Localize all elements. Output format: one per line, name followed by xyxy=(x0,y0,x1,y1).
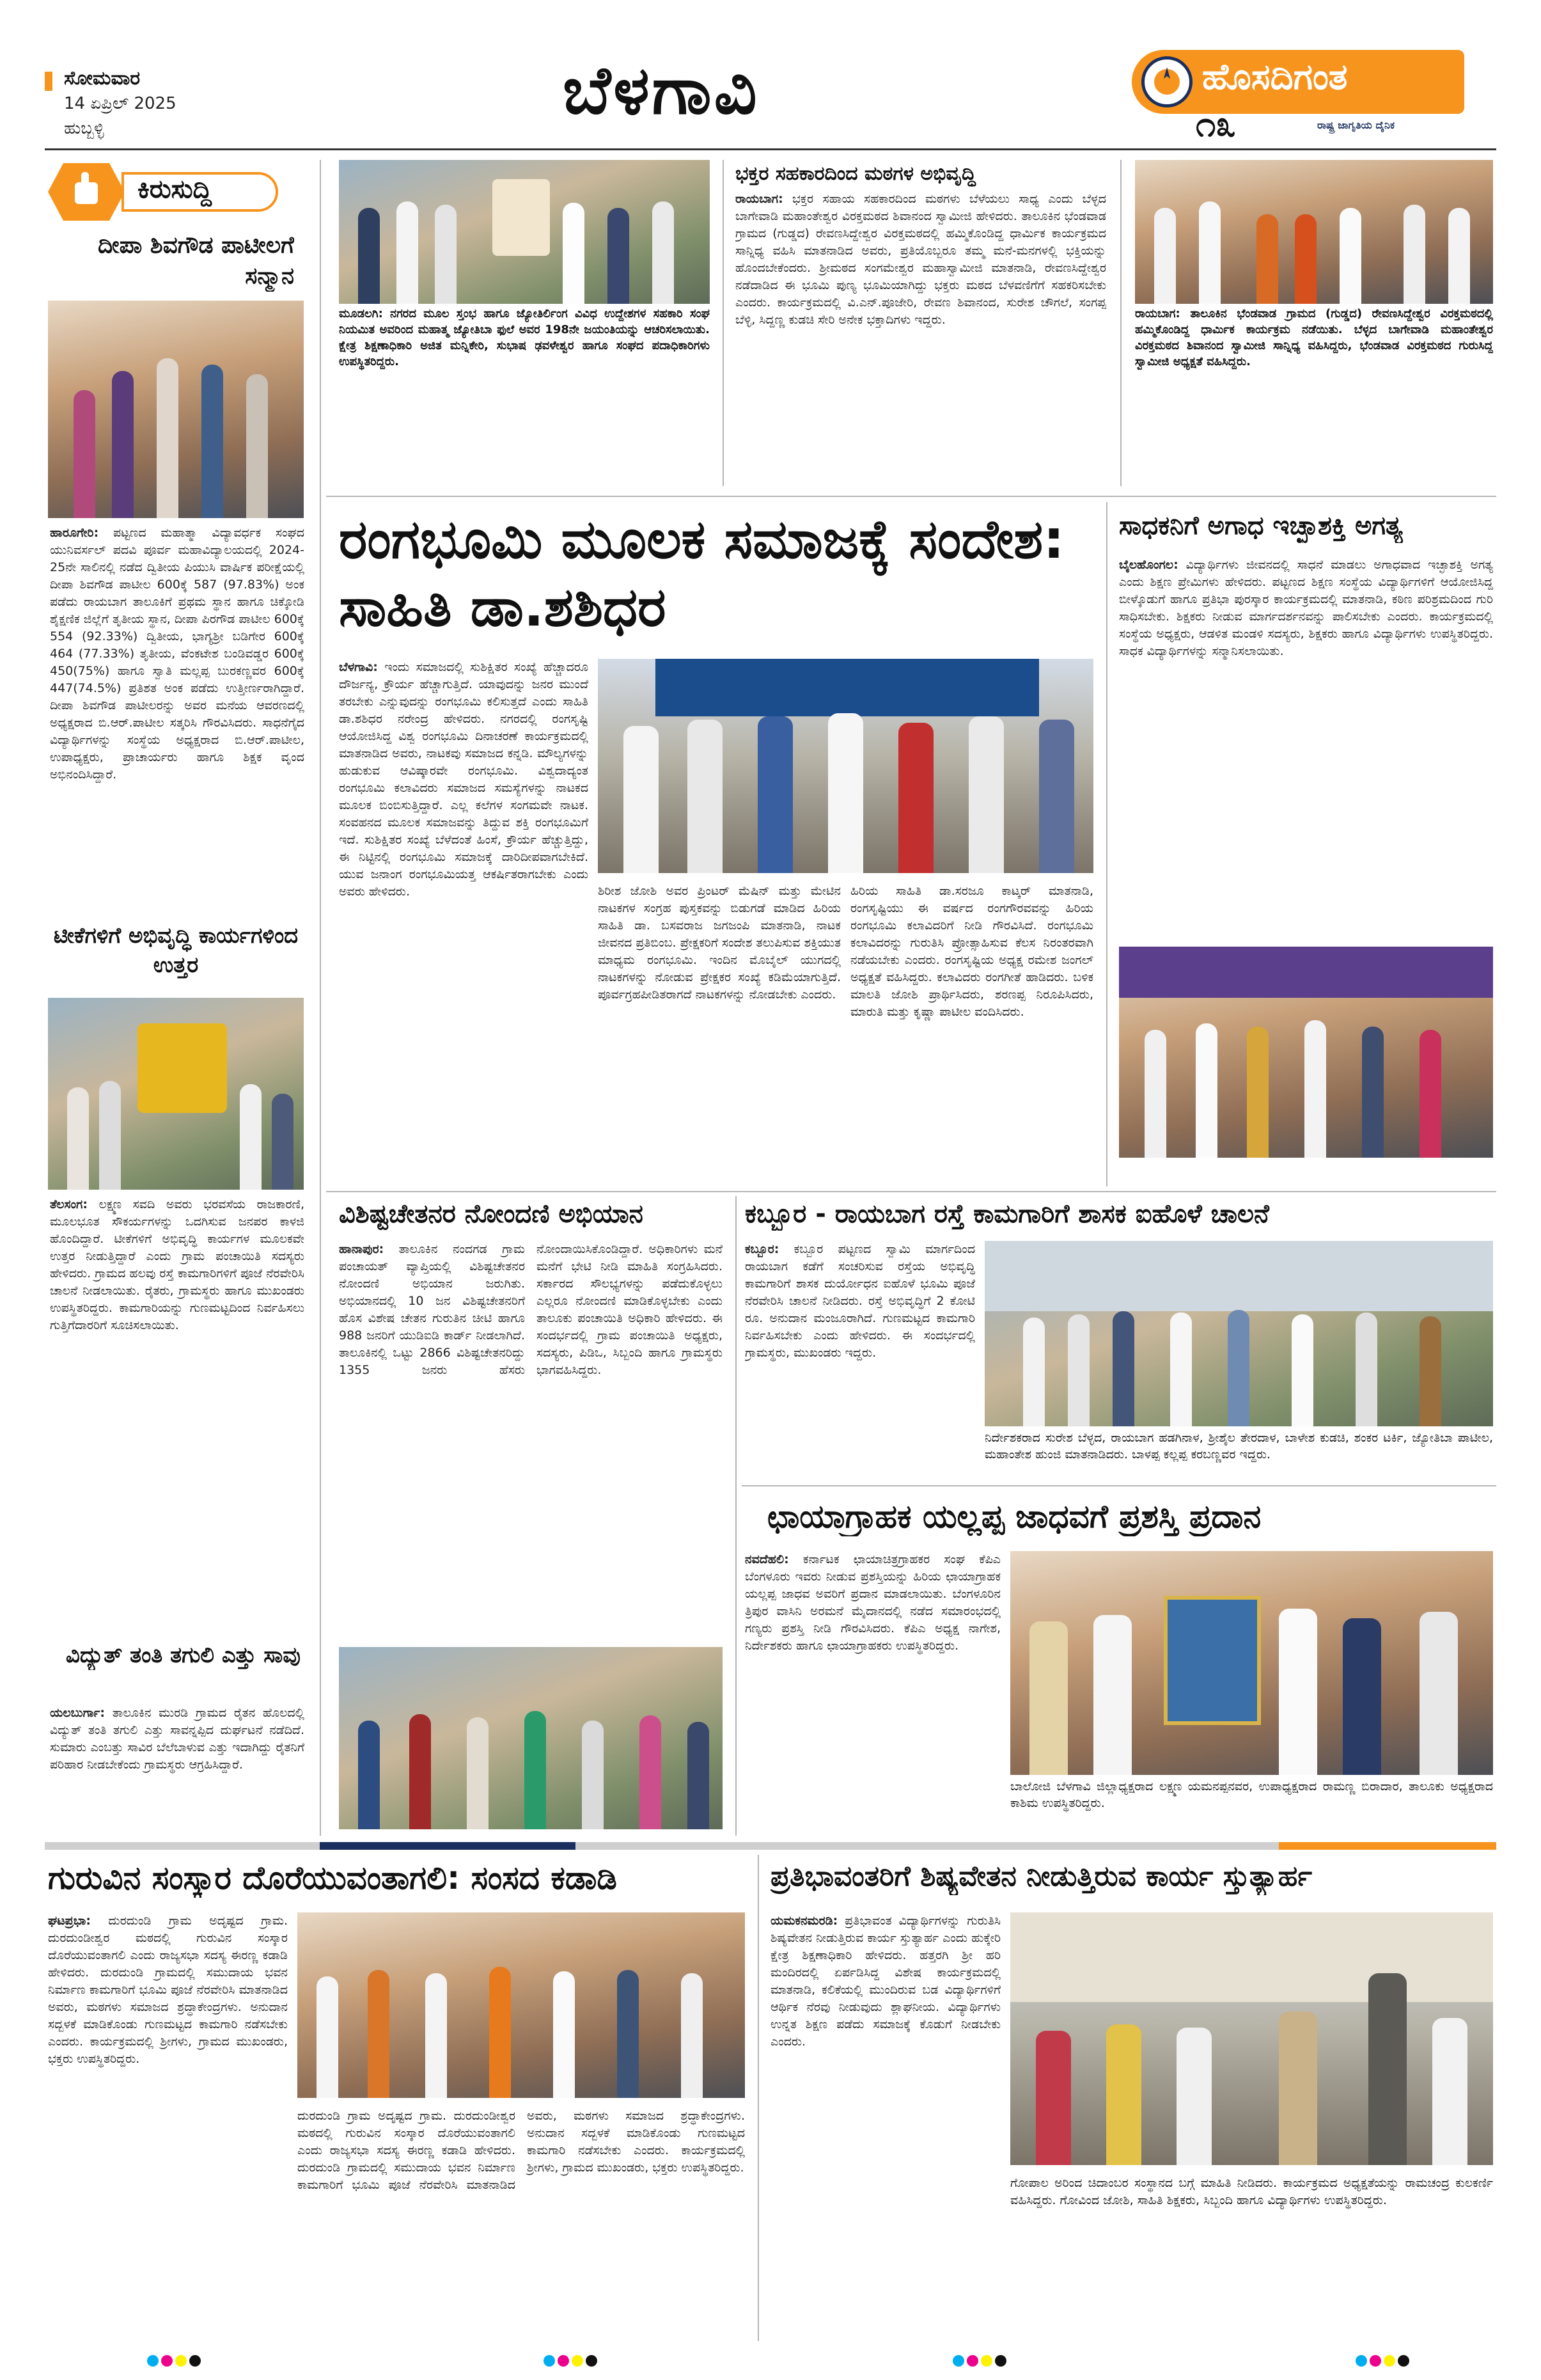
kiru-suddi-label: ಕಿರುಸುದ್ದಿ xyxy=(137,175,212,204)
sidebar-story2-photo xyxy=(48,998,304,1190)
issue-city: ಹುಬ್ಬಳ್ಳಿ xyxy=(64,119,104,138)
road-body xyxy=(745,1241,975,1478)
registration-marks xyxy=(1356,2355,1412,2369)
orange-corner-bar xyxy=(45,72,52,91)
registration-marks xyxy=(147,2355,203,2369)
brand-tagline: ರಾಷ್ಟ್ರ ಜಾಗೃತಿಯ ದೈನಿಕ xyxy=(1317,119,1395,131)
road-caption: ನಿರ್ದೇಶಕರಾದ ಸುರೇಶ ಬೆಳ್ಳದ, ರಾಯಬಾಗ ಹಡಗಿನಾಳ, ಶ್ರೀಶೈಲ ತೇರದಾಳ, ಬಾಳೇಶ ಕುಡಚಿ, ಶಂಕರ ಟರ್ಕಿ, ಜ್ಯೋತಿಬಾ ಪಾಟೀಲ, ಮಹಾಂತೇಶ ಹುಂಜಿ ಮಾತನಾಡಿದರು. ಬಾಳಪ್ಪ ಕಲ್ಲಪ್ಪ ಕರಬಣ್ಣವರ ಇದ್ದರು. xyxy=(985,1431,1493,1462)
right1-text: ವಿದ್ಯಾರ್ಥಿಗಳು ಜೀವನದಲ್ಲಿ ಸಾಧನೆ ಮಾಡಲು ಅಗಾಧವಾದ ಇಚ್ಛಾಶಕ್ತಿ ಅಗತ್ಯ ಎಂದು ಶಿಕ್ಷಣ ಪ್ರೇಮಿಗಳು ಹೇಳಿದರು. ಪಟ್ಟಣದ ಶಿಕ್ಷಣ ಸಂಸ್ಥೆಯ ವಿದ್ಯಾರ್ಥಿಗಳಿಗೆ ಆಯೋಜಿಸಿದ್ದ ಬೀಳ್ಕೊಡುಗೆ ಹಾಗೂ ಪ್ರತಿಭಾ ಪುರಸ್ಕಾರ ಕಾರ್ಯಕ್ರಮದಲ್ಲಿ ಮಾತನಾಡಿ, ಕಠಿಣ ಪರಿಶ್ರಮದಿಂದ ಗುರಿ ಸಾಧಿಸಬೇಕು. ಶಿಕ್ಷಕರು ನೀಡುವ ಮಾರ್ಗದರ್ಶನವನ್ನು ಪಾಲಿಸಬೇಕು ಎಂದರು. ಕಾರ್ಯಕ್ರಮದಲ್ಲಿ ಸಂಸ್ಥೆಯ ಅಧ್ಯಕ್ಷರು, ಆಡಳಿತ ಮಂಡಳಿ ಸದಸ್ಯರು, ಶಿಕ್ಷಕರು ಹಾಗೂ ವಿದ್ಯಾರ್ಥಿಗಳು ಉಪಸ್ಥಿತರಿದ್ದರು. ಸಾಧಕ ವಿದ್ಯಾರ್ಥಿಗಳನ್ನು ಸನ್ಮಾನಿಸಲಾಯಿತು. xyxy=(1119,558,1493,658)
issue-date: 14 ಏಪ್ರಿಲ್ 2025 xyxy=(64,94,176,113)
masthead xyxy=(0,0,1541,154)
photographer-award-title: ಛಾಯಾಗ್ರಾಹಕ ಯಲ್ಲಪ್ಪ ಜಾಧವಗೆ ಪ್ರಶಸ್ತಿ ಪ್ರದಾನ xyxy=(767,1498,1262,1535)
right1-location: ಬೈಲಹೊಂಗಲ: xyxy=(1119,558,1178,572)
lead-text-1: ಇಂದು ಸಮಾಜದಲ್ಲಿ ಸುಶಿಕ್ಷಿತರ ಸಂಖ್ಯೆ ಹೆಚ್ಚಾದರೂ ದೌರ್ಜನ್ಯ, ಕ್ರೌರ್ಯ ಹೆಚ್ಚಾಗುತ್ತಿದೆ. ಯಾವುದನ್ನು ಜನರ ಮುಂದೆ ತರಬೇಕು ಎನ್ನುವುದನ್ನು ರಂಗಭೂಮಿ ಕಲಿಸುತ್ತದೆ ಎಂದು ಸಾಹಿತಿ ಡಾ.ಶಶಿಧರ ನರೇಂದ್ರ ಹೇಳಿದರು. ನಗರದಲ್ಲಿ ರಂಗಸೃಷ್ಟಿ ಆಯೋಜಿಸಿದ್ದ ವಿಶ್ವ ರಂಗಭೂಮಿ ದಿನಾಚರಣೆ ಕಾರ್ಯಕ್ರಮದಲ್ಲಿ ಮಾತನಾಡಿದ ಅವರು, ನಾಟಕವು ಸಮಾಜದ ಕನ್ನಡಿ. ಮೌಲ್ಯಗಳನ್ನು ಹುಡುಕುವ ಆವಿಷ್ಕಾರವೇ ರಂಗಭೂಮಿ. ವಿಶ್ವದಾದ್ಯಂತ ರಂಗಭೂಮಿ ಕಲಾವಿದರು ಸಮಾಜದ ಸಮಸ್ಯೆಗಳನ್ನು ನಾಟಕದ ಮೂಲಕ ಬಿಂಬಿಸುತ್ತಿದ್ದಾರೆ. ಎಲ್ಲ ಕಲೆಗಳ ಸಂಗಮವೇ ನಾಟಕ. ಸಂವಹನದ ಮೂಲಕ ಸಮಾಜವನ್ನು ತಿದ್ದುವ ಶಕ್ತಿ ರಂಗಭೂಮಿಗೆ ಇದೆ. ಸುಶಿಕ್ಷಿತರ ಸಂಖ್ಯೆ ಬೆಳೆದಂತೆ ಹಿಂಸೆ, ಕ್ರೌರ್ಯ ಹೆಚ್ಚುತ್ತಿದ್ದು, ಈ ನಿಟ್ಟಿನಲ್ಲಿ ರಂಗಭೂಮಿ ಸಮಾಜಕ್ಕೆ ದಾರಿದೀಪವಾಗಬೇಕಿದೆ. ಯುವ ಜನಾಂಗ ರಂಗಭೂಮಿಯತ್ತ ಆಕರ್ಷಿತರಾಗಬೇಕು ಎಂದು ಅವರು ಹೇಳಿದರು. xyxy=(339,660,588,899)
sidebar-story3-body xyxy=(50,1705,304,1829)
right1-photo xyxy=(1119,947,1493,1158)
road-photo xyxy=(985,1241,1493,1426)
photographer-award-location: ನವದೆಹಲಿ: xyxy=(745,1552,789,1566)
photographer-award-body xyxy=(745,1551,1001,1836)
scholarship-text: ಪ್ರತಿಭಾವಂತ ವಿದ್ಯಾರ್ಥಿಗಳನ್ನು ಗುರುತಿಸಿ ಶಿಷ್ಯವೇತನ ನೀಡುತ್ತಿರುವ ಕಾರ್ಯ ಸ್ತುತ್ಯಾರ್ಹ ಎಂದು ಹುಕ್ಕೇರಿ ಕ್ಷೇತ್ರ ಶಿಕ್ಷಣಾಧಿಕಾರಿ ಹೇಳಿದರು. ಹತ್ತರಗಿ ಶ್ರೀ ಹರಿ ಮಂದಿರದಲ್ಲಿ ಏರ್ಪಡಿಸಿದ್ದ ವಿಶೇಷ ಕಾರ್ಯಕ್ರಮದಲ್ಲಿ ಮಾತನಾಡಿ, ಕಲಿಕೆಯಲ್ಲಿ ಮುಂದಿರುವ ಬಡ ವಿದ್ಯಾರ್ಥಿಗಳಿಗೆ ಆರ್ಥಿಕ ನೆರವು ನೀಡುವುದು ಶ್ಲಾಘನೀಯ. ವಿದ್ಯಾರ್ಥಿಗಳು ಉನ್ನತ ಶಿಕ್ಷಣ ಪಡೆದು ಸಮಾಜಕ್ಕೆ ಕೊಡುಗೆ ನೀಡಬೇಕು ಎಂದರು. xyxy=(770,1914,1001,2049)
photographer-award-text: ಕರ್ನಾಟಕ ಛಾಯಾಚಿತ್ರಗ್ರಾಹಕರ ಸಂಘ ಕೆಪಿಎ ಬೆಂಗಳೂರು ಇವರು ನೀಡುವ ಪ್ರಶಸ್ತಿಯನ್ನು ಹಿರಿಯ ಛಾಯಾಗ್ರಾಹಕ ಯಲ್ಲಪ್ಪ ಜಾಧವ ಅವರಿಗೆ ಪ್ರದಾನ ಮಾಡಲಾಯಿತು. ಬೆಂಗಳೂರಿನ ತ್ರಿಪುರ ವಾಸಿನಿ ಅರಮನೆ ಮೈದಾನದಲ್ಲಿ ನಡೆದ ಸಮಾರಂಭದಲ್ಲಿ ಗಣ್ಯರು ಪ್ರಶಸ್ತಿ ನೀಡಿ ಗೌರವಿಸಿದರು. ಕೆಪಿಎ ಅಧ್ಯಕ್ಷ ನಾಗೇಶ, ನಿರ್ದೇಶಕರು ಹಾಗೂ ಛಾಯಾಗ್ರಾಹಕರು ಉಪಸ್ಥಿತರಿದ್ದರು. xyxy=(745,1552,1001,1653)
sidebar-story1-photo xyxy=(48,301,304,518)
right1-title: ಸಾಧಕನಿಗೆ ಅಗಾಧ ಇಚ್ಛಾಶಕ್ತಿ ಅಗತ್ಯ xyxy=(1119,511,1403,540)
top-mid-title: ಭಕ್ತರ ಸಹಕಾರದಿಂದ ಮಠಗಳ ಅಭಿವೃದ್ಧಿ xyxy=(735,162,976,185)
lead-photo xyxy=(598,659,1093,873)
road-text: ಕಬ್ಬೂರ ಪಟ್ಟಣದ ಸ್ವಾಮಿ ಮಾರ್ಗದಿಂದ ರಾಯಬಾಗ ಕಡೆಗೆ ಸಂಚರಿಸುವ ರಸ್ತೆಯ ಅಭಿವೃದ್ಧಿ ಕಾಮಗಾರಿಗೆ ಶಾಸಕ ದುರ್ಯೋಧನ ಐಹೊಳೆ ಭೂಮಿ ಪೂಜೆ ನೆರವೇರಿಸಿ ಚಾಲನೆ ನೀಡಿದರು. ರಸ್ತೆ ಅಭಿವೃದ್ಧಿಗೆ 2 ಕೋಟಿ ರೂ. ಅನುದಾನ ಮಂಜೂರಾಗಿದೆ. ಗುಣಮಟ್ಟದ ಕಾಮಗಾರಿ ನಿರ್ವಹಿಸಬೇಕು ಎಂದು ಹೇಳಿದರು. ಈ ಸಂದರ್ಭದಲ್ಲಿ ಗ್ರಾಮಸ್ಥರು, ಮುಖಂಡರು ಇದ್ದರು. xyxy=(745,1242,975,1360)
section-title: ಬೆಳಗಾವಿ xyxy=(563,51,760,129)
photographer-award-caption: ಬಾಲೋಜಿ ಬೆಳಗಾವಿ ಜಿಲ್ಲಾಧ್ಯಕ್ಷರಾದ ಲಕ್ಷ್ಮಣ ಯಮನಪ್ಪನವರ, ಉಪಾಧ್ಯಕ್ಷರಾದ ರಾಮಣ್ಣ ಬಿರಾದಾರ, ತಾಲೂಕು ಅಧ್ಯಕ್ಷರಾದ ಕಾಶಿಮ ಉಪಸ್ಥಿತರಿದ್ದರು. xyxy=(1010,1779,1493,1810)
scholarship-location: ಯಮಕನಮರಡಿ: xyxy=(770,1914,838,1928)
registration-title: ವಿಶಿಷ್ಟಚೇತನರ ನೋಂದಣಿ ಅಭಿಯಾನ xyxy=(339,1199,643,1229)
lead-headline: ರಂಗಭೂಮಿ ಮೂಲಕ ಸಮಾಜಕ್ಕೆ ಸಂದೇಶ: ಸಾಹಿತಿ ಡಾ.ಶಶಿಧರ xyxy=(339,508,1065,638)
road-title: ಕಬ್ಬೂರ - ರಾಯಬಾಗ ರಸ್ತೆ ಕಾಮಗಾರಿಗೆ ಶಾಸಕ ಐಹೊಳೆ ಚಾಲನೆ xyxy=(745,1199,1269,1229)
lead-body-col2: ಶಿರೀಶ ಜೋಶಿ ಅವರ ಪ್ರಿಂಟರ್ ಮೆಷಿನ್ ಮತ್ತು ಮೇಟಿನ ನಾಟಕಗಳ ಸಂಗ್ರಹ ಪುಸ್ತಕವನ್ನು ಬಿಡುಗಡೆ ಮಾಡಿದ ಹಿರಿಯ ಸಾಹಿತಿ ಡಾ. ಬಸವರಾಜ ಜಗಜಂಪಿ ಮಾತನಾಡಿ, ನಾಟಕ ಜೀವನದ ಪ್ರತಿಬಿಂಬ. ಪ್ರೇಕ್ಷಕರಿಗೆ ಸಂದೇಶ ತಲುಪಿಸುವ ಶಕ್ತಿಯುತ ಮಾಧ್ಯಮ ರಂಗಭೂಮಿ. ಇಂದಿನ ಮೊಬೈಲ್ ಯುಗದಲ್ಲಿ ನಾಟಕಗಳನ್ನು ನೋಡುವ ಪ್ರೇಕ್ಷಕರ ಸಂಖ್ಯೆ ಕಡಿಮೆಯಾಗುತ್ತಿದೆ. ಪೂರ್ವಗ್ರಹಪೀಡಿತರಾಗದೆ ನಾಟಕಗಳನ್ನು ನೋಡಬೇಕು ಎಂದರು. xyxy=(598,884,841,1002)
column-divider xyxy=(1106,502,1107,1186)
hand-pointing-icon xyxy=(48,163,125,221)
column-divider xyxy=(320,160,321,1836)
top-left-photo xyxy=(339,160,710,304)
top-mid-text: ಭಕ್ತರ ಸಹಾಯ ಸಹಕಾರದಿಂದ ಮಠಗಳು ಬೆಳೆಯಲು ಸಾಧ್ಯ ಎಂದು ಬೆಳ್ಳದ ಬಾಗೇವಾಡಿ ಮಹಾಂತೇಶ್ವರ ವಿರಕ್ತಮಠದ ಶಿವಾನಂದ ಸ್ವಾಮೀಜಿ ಹೇಳಿದರು. ತಾಲೂಕಿನ ಭೆಂಡವಾಡ ಗ್ರಾಮದ (ಗುಡ್ಡದ) ರೇವಣಸಿದ್ದೇಶ್ವರ ವಿರಕ್ತಮಠದಲ್ಲಿ ಹಮ್ಮಿಕೊಂಡಿದ್ದ ಧಾರ್ಮಿಕ ಕಾರ್ಯಕ್ರಮದ ಸಾನ್ನಿಧ್ಯ ವಹಿಸಿ ಮಾತನಾಡಿದ ಅವರು, ಪ್ರತಿಯೊಬ್ಬರೂ ತಮ್ಮ ಮನೆ-ಮನಗಳಲ್ಲಿ ಭಕ್ತಿಯನ್ನು ಹೊಂದಬೇಕೆಂದರು. ಶ್ರೀಮಠದ ಸಂಗಮೇಶ್ವರ ಮಹಾಸ್ವಾಮೀಜಿ ಮಾತನಾಡಿ, ರೇವಣಸಿದ್ದೇಶ್ವರ ನಡೆದಾಡಿದ ಈ ಭೂಮಿ ಪುಣ್ಯ ಭೂಮಿಯಾಗಿದ್ದು ಭಕ್ತರು ಮಠದ ಬೆಳವಣಿಗೆಗೆ ಸಹಕರಿಸಬೇಕು ಎಂದರು. ಕಾರ್ಯಕ್ರಮದಲ್ಲಿ ವಿ.ಎನ್.ಪೂಜೇರಿ, ರೇವಣ ಶಿವಾನಂದ, ಸುರೇಶ ಚೌಗಲೆ, ಸಂಗಪ್ಪ ಬೆಳ್ಳಿ, ಸಿದ್ದಣ್ಣ ಕುಡಚಿ ಸೇರಿ ಅನೇಕ ಭಕ್ತಾದಿಗಳು ಇದ್ದರು. xyxy=(735,192,1106,327)
brand-name: ಹೊಸದಿಗಂತ xyxy=(1202,56,1348,98)
top-right-caption: ರಾಯಬಾಗ: ತಾಲೂಕಿನ ಭೆಂಡವಾಡ ಗ್ರಾಮದ (ಗುಡ್ಡದ) ರೇವಣಸಿದ್ದೇಶ್ವರ ವಿರಕ್ತಮಠದಲ್ಲಿ ಹಮ್ಮಿಕೊಂಡಿದ್ದ ಧಾರ್ಮಿಕ ಕಾರ್ಯಕ್ರಮ ನಡೆಯಿತು. ಬೆಳ್ಳದ ಬಾಗೇವಾಡಿ ಮಹಾಂತೇಶ್ವರ ವಿರಕ್ತಮಠದ ಶಿವಾನಂದ ಸ್ವಾಮೀಜಿ ಸಾನ್ನಿಧ್ಯ ವಹಿಸಿದ್ದರು, ಭೆಂಡವಾಡ ವಿರಕ್ತಮಠದ ಗುರುಸಿದ್ದ ಸ್ವಾಮೀಜಿ ಅಧ್ಯಕ್ಷತೆ ವಹಿಸಿದ್ದರು. xyxy=(1135,307,1493,368)
registration-body xyxy=(339,1241,723,1637)
guru-location: ಘಟಪ್ರಭಾ: xyxy=(48,1914,91,1928)
header-rule xyxy=(45,148,1496,150)
registration-marks xyxy=(544,2355,600,2369)
issue-day: ಸೋಮವಾರ xyxy=(64,67,141,90)
scholarship-caption: ಗೋಪಾಲ ಅರಿಂದ ಚಿದಾಂಬರ ಸಂಸ್ಥಾನದ ಬಗ್ಗೆ ಮಾಹಿತಿ ನೀಡಿದರು. ಕಾರ್ಯಕ್ರಮದ ಅಧ್ಯಕ್ಷತೆಯನ್ನು ರಾಮಚಂದ್ರ ಕುಲಕರ್ಣಿ ವಹಿಸಿದ್ದರು. ಗೋವಿಂದ ಜೋಶಿ, ಸಾಹಿತಿ ಶಿಕ್ಷಕರು, ಸಿಬ್ಬಂದಿ ಹಾಗೂ ವಿದ್ಯಾರ್ಥಿಗಳು ಉಪಸ್ಥಿತರಿದ್ದರು. xyxy=(1010,2176,1493,2207)
guru-body-continued xyxy=(297,2108,745,2335)
scholarship-title: ಪ್ರತಿಭಾವಂತರಿಗೆ ಶಿಷ್ಯವೇತನ ನೀಡುತ್ತಿರುವ ಕಾರ್ಯ ಸ್ತುತ್ಯಾರ್ಹ xyxy=(770,1860,1313,1893)
registration-text: ತಾಲೂಕಿನ ನಂದಗಡ ಗ್ರಾಮ ಪಂಚಾಯತ್ ವ್ಯಾಪ್ತಿಯಲ್ಲಿ ವಿಶಿಷ್ಟಚೇತನರ ನೋಂದಣಿ ಅಭಿಯಾನ ಜರುಗಿತು. ಅಭಿಯಾನದಲ್ಲಿ 10 ಜನ ವಿಶಿಷ್ಟಚೇತನರಿಗೆ ಹೊಸ ವಿಶೇಷ ಚೇತನ ಗುರುತಿನ ಚೀಟಿ ಹಾಗೂ 988 ಜನರಿಗೆ ಯುಡಿಐಡಿ ಕಾರ್ಡ್ ನೀಡಲಾಗಿದೆ. ತಾಲೂಕಿನಲ್ಲಿ ಒಟ್ಟು 2866 ವಿಶಿಷ್ಟಚೇತನರಿದ್ದು 1355 ಜನರು ಹೆಸರು ನೋಂದಾಯಿಸಿಕೊಂಡಿದ್ದಾರೆ. ಅಧಿಕಾರಿಗಳು ಮನೆ ಮನೆಗೆ ಭೇಟಿ ನೀಡಿ ಮಾಹಿತಿ ಸಂಗ್ರಹಿಸಿದರು. ಸರ್ಕಾರದ ಸೌಲಭ್ಯಗಳನ್ನು ಪಡೆದುಕೊಳ್ಳಲು ಎಲ್ಲರೂ ನೋಂದಣಿ ಮಾಡಿಕೊಳ್ಳಬೇಕು ಎಂದು ತಾಲೂಕು ಪಂಚಾಯಿತಿ ಅಧಿಕಾರಿ ಹೇಳಿದರು. ಈ ಸಂದರ್ಭದಲ್ಲಿ ಗ್ರಾಮ ಪಂಚಾಯಿತಿ ಅಧ್ಯಕ್ಷರು, ಸದಸ್ಯರು, ಪಿಡಿಒ, ಸಿಬ್ಬಂದಿ ಹಾಗೂ ಗ್ರಾಮಸ್ಥರು ಭಾಗವಹಿಸಿದ್ದರು. xyxy=(339,1242,723,1377)
page-number: ೧೩ xyxy=(1196,104,1236,145)
column-divider xyxy=(1120,160,1122,486)
row-divider xyxy=(326,1191,1496,1192)
guru-title: ಗುರುವಿನ ಸಂಸ್ಕಾರ ದೊರೆಯುವಂತಾಗಲಿ: ಸಂಸದ ಕಡಾಡಿ xyxy=(48,1859,617,1896)
sidebar-story2-title: ಟೀಕೆಗಳಿಗೆ ಅಭಿವೃದ್ಧಿ ಕಾರ್ಯಗಳಿಂದ ಉತ್ತರ xyxy=(53,923,299,978)
column-divider xyxy=(735,1196,737,1836)
kiru-suddi-badge xyxy=(48,163,278,221)
guru-text-continued: ದುರದುಂಡಿ ಗ್ರಾಮ ಅದೃಷ್ಟದ ಗ್ರಾಮ. ದುರದುಂಡೀಶ್ವರ ಮಠದಲ್ಲಿ ಗುರುವಿನ ಸಂಸ್ಕಾರ ದೊರೆಯುವಂತಾಗಲಿ ಎಂದು ರಾಜ್ಯಸಭಾ ಸದಸ್ಯ ಈರಣ್ಣ ಕಡಾಡಿ ಹೇಳಿದರು. ದುರದುಂಡಿ ಗ್ರಾಮದಲ್ಲಿ ಸಮುದಾಯ ಭವನ ನಿರ್ಮಾಣ ಕಾಮಗಾರಿಗೆ ಭೂಮಿ ಪೂಜೆ ನೆರವೇರಿಸಿ ಮಾತನಾಡಿದ ಅವರು, ಮಠಗಳು ಸಮಾಜದ ಶ್ರದ್ಧಾಕೇಂದ್ರಗಳು. ಅನುದಾನ ಸದ್ಬಳಕೆ ಮಾಡಿಕೊಂಡು ಗುಣಮಟ್ಟದ ಕಾಮಗಾರಿ ನಡೆಸಬೇಕು ಎಂದರು. ಕಾರ್ಯಕ್ರಮದಲ್ಲಿ ಶ್ರೀಗಳು, ಗ್ರಾಮದ ಮುಖಂಡರು, ಭಕ್ತರು ಉಪಸ್ಥಿತರಿದ್ದರು. xyxy=(297,2109,745,2192)
registration-marks xyxy=(953,2355,1009,2369)
sidebar-story2-text: ಲಕ್ಷ್ಮಣ ಸವದಿ ಅವರು ಭರವಸೆಯ ರಾಜಕಾರಣಿ, ಮೂಲಭೂತ ಸೌಕರ್ಯಗಳನ್ನು ಒದಗಿಸುವ ಜನಪರ ಕಾಳಜಿ ಹೊಂದಿದ್ದಾರೆ. ಟೀಕೆಗಳಿಗೆ ಅಭಿವೃದ್ಧಿ ಕಾರ್ಯಗಳ ಮೂಲಕವೇ ಉತ್ತರ ನೀಡುತ್ತಿದ್ದಾರೆ ಎಂದು ಗ್ರಾಮ ಪಂಚಾಯಿತಿ ಸದಸ್ಯರು ಹೇಳಿದರು. ಗ್ರಾಮದ ಹಲವು ರಸ್ತೆ ಕಾಮಗಾರಿಗಳಿಗೆ ಪೂಜೆ ನೆರವೇರಿಸಿ ಚಾಲನೆ ನೀಡಲಾಯಿತು. ರೈತರು, ಗ್ರಾಮಸ್ಥರು ಹಾಗೂ ಮುಖಂಡರು ಉಪಸ್ಥಿತರಿದ್ದರು. ಕಾಮಗಾರಿಯನ್ನು ಗುಣಮಟ್ಟದಿಂದ ನಿರ್ವಹಿಸಲು ಗುತ್ತಿಗೆದಾರರಿಗೆ ಸೂಚಿಸಲಾಯಿತು. xyxy=(50,1197,304,1332)
sidebar-story1-location: ಹಾರೂಗೇರಿ: xyxy=(50,526,99,540)
sidebar-story1-text: ಪಟ್ಟಣದ ಮಹಾತ್ಮಾ ವಿದ್ಯಾವರ್ಧಕ ಸಂಘದ ಯುನಿವರ್ಸಲ್ ಪದವಿ ಪೂರ್ವ ಮಹಾವಿದ್ಯಾಲಯದಲ್ಲಿ 2024-25ನೇ ಸಾಲಿನಲ್ಲಿ ನಡೆದ ದ್ವಿತೀಯ ಪಿಯುಸಿ ವಾರ್ಷಿಕ ಪರೀಕ್ಷೆಯಲ್ಲಿ ದೀಪಾ ಶಿವಗೌಡ ಪಾಟೀಲ 600ಕ್ಕೆ 587 (97.83%) ಅಂಕ ಪಡೆದು ರಾಯಬಾಗ ತಾಲೂಕಿಗೆ ಪ್ರಥಮ ಸ್ಥಾನ ಹಾಗೂ ಚಿಕ್ಕೋಡಿ ಶೈಕ್ಷಣಿಕ ಜಿಲ್ಲೆಗೆ ತೃತೀಯ ಸ್ಥಾನ, ದೀಪಾ ಪಿರಗೌಡ ಪಾಟೀಲ 600ಕ್ಕೆ 554 (92.33%) ದ್ವಿತೀಯ, ಭಾಗ್ಯಶ್ರೀ ಬಡಿಗೇರ 600ಕ್ಕೆ 464 (77.33%) ತೃತೀಯ, ವೆಂಕಟೇಶ ಬಂಡಿವಡ್ಡರ 600ಕ್ಕೆ 450(75%) ಹಾಗೂ ಸ್ವಾತಿ ಮಲ್ಲಪ್ಪ ಬುರಕಣ್ಣವರ 600ಕ್ಕೆ 447(74.5%) ಪ್ರತಿಶತ ಅಂಕ ಪಡೆದು ಉತ್ತೀರ್ಣರಾಗಿದ್ದಾರೆ. ದೀಪಾ ಶಿವಗೌಡ ಪಾಟೀಲರನ್ನು ಅವರ ಮನೆಯ ಆವರಣದಲ್ಲಿ ಅಧ್ಯಕ್ಷರಾದ ಬಿ.ಆರ್.ಪಾಟೀಲ ಸತ್ಕರಿಸಿ ಗೌರವಿಸಿದರು. ಸಾಧನೆಗೈದ ವಿದ್ಯಾರ್ಥಿಗಳನ್ನು ಸಂಸ್ಥೆಯ ಅಧ್ಯಕ್ಷರಾದ ಬಿ.ಆರ್.ಪಾಟೀಲ, ಉಪಾಧ್ಯಕ್ಷರು, ಪ್ರಾಚಾರ್ಯರು ಹಾಗೂ ಶಿಕ್ಷಕ ವೃಂದ ಅಭಿನಂದಿಸಿದ್ದಾರೆ. xyxy=(50,526,304,782)
lead-body-col3: ಹಿರಿಯ ಸಾಹಿತಿ ಡಾ.ಸರಜೂ ಕಾಟ್ಕರ್ ಮಾತನಾಡಿ, ರಂಗಸೃಷ್ಟಿಯು ಈ ವರ್ಷದ ರಂಗಗೌರವವನ್ನು ಹಿರಿಯ ರಂಗಭೂಮಿ ಕಲಾವಿದರಿಗೆ ನೀಡಿ ಗೌರವಿಸಿದೆ. ರಂಗಭೂಮಿ ಕಲಾವಿದರನ್ನು ಗುರುತಿಸಿ ಪ್ರೋತ್ಸಾಹಿಸುವ ಕೆಲಸ ನಿರಂತರವಾಗಿ ನಡೆಯಬೇಕು ಎಂದರು. ರಂಗಸೃಷ್ಟಿಯ ಅಧ್ಯಕ್ಷ ರಮೇಶ ಜಂಗಲ್ ಅಧ್ಯಕ್ಷತೆ ವಹಿಸಿದ್ದರು. ಕಲಾವಿದರು ರಂಗಗೀತೆ ಹಾಡಿದರು. ಬಳಿಕ ಮಾಲತಿ ಜೋಶಿ ಪ್ರಾರ್ಥಿಸಿದರು, ಶರಣಪ್ಪ ನಿರೂಪಿಸಿದರು, ಮಾರುತಿ ಮತ್ತು ಕೃಷ್ಣಾ ಪಾಟೀಲ ವಂದಿಸಿದರು. xyxy=(850,884,1093,1019)
guru-body xyxy=(48,1912,288,2335)
lead-body-col1 xyxy=(339,659,588,1190)
sidebar-story1-title: ದೀಪಾ ಶಿವಗೌಡ ಪಾಟೀಲಗೆ ಸನ್ಮಾನ xyxy=(97,232,294,289)
sidebar-story1-body xyxy=(50,524,304,908)
guru-text: ದುರದುಂಡಿ ಗ್ರಾಮ ಅದೃಷ್ಟದ ಗ್ರಾಮ. ದುರದುಂಡೀಶ್ವರ ಮಠದಲ್ಲಿ ಗುರುವಿನ ಸಂಸ್ಕಾರ ದೊರೆಯುವಂತಾಗಲಿ ಎಂದು ರಾಜ್ಯಸಭಾ ಸದಸ್ಯ ಈರಣ್ಣ ಕಡಾಡಿ ಹೇಳಿದರು. ದುರದುಂಡಿ ಗ್ರಾಮದಲ್ಲಿ ಸಮುದಾಯ ಭವನ ನಿರ್ಮಾಣ ಕಾಮಗಾರಿಗೆ ಭೂಮಿ ಪೂಜೆ ನೆರವೇರಿಸಿ ಮಾತನಾಡಿದ ಅವರು, ಮಠಗಳು ಸಮಾಜದ ಶ್ರದ್ಧಾಕೇಂದ್ರಗಳು. ಅನುದಾನ ಸದ್ಬಳಕೆ ಮಾಡಿಕೊಂಡು ಗುಣಮಟ್ಟದ ಕಾಮಗಾರಿ ನಡೆಸಬೇಕು ಎಂದರು. ಕಾರ್ಯಕ್ರಮದಲ್ಲಿ ಶ್ರೀಗಳು, ಗ್ರಾಮದ ಮುಖಂಡರು, ಭಕ್ತರು ಉಪಸ್ಥಿತರಿದ್ದರು. xyxy=(48,1914,288,2066)
scholarship-photo xyxy=(1010,1912,1493,2165)
sidebar-story3-text: ತಾಲೂಕಿನ ಮುರಡಿ ಗ್ರಾಮದ ರೈತನ ಹೊಲದಲ್ಲಿ ವಿದ್ಯುತ್ ತಂತಿ ತಗುಲಿ ಎತ್ತು ಸಾವನ್ನಪ್ಪಿದ ದುರ್ಘಟನೆ ನಡೆದಿದೆ. ಸುಮಾರು ಎಂಬತ್ತು ಸಾವಿರ ಬೆಲೆಬಾಳುವ ಎತ್ತು ಇದಾಗಿದ್ದು ರೈತನಿಗೆ ಪರಿಹಾರ ನೀಡಬೇಕೆಂದು ಗ್ರಾಮಸ್ಥರು ಆಗ್ರಹಿಸಿದ್ದಾರೆ. xyxy=(50,1706,304,1772)
top-left-caption: ಮೂಡಲಗಿ: ನಗರದ ಮೂಲ ಸ್ತಂಭ ಹಾಗೂ ಜ್ಯೋತಿರ್ಲಿಂಗ ವಿವಿಧ ಉದ್ದೇಶಗಳ ಸಹಕಾರಿ ಸಂಘ ನಿಯಮಿತ ಅವರಿಂದ ಮಹಾತ್ಮ ಜ್ಯೋತಿಬಾ ಫುಲೆ ಅವರ 198ನೇ ಜಯಂತಿಯನ್ನು ಆಚರಿಸಲಾಯಿತು. ಕ್ಷೇತ್ರ ಶಿಕ್ಷಣಾಧಿಕಾರಿ ಅಜಿತ ಮನ್ನಿಕೇರಿ, ಸುಭಾಷ ಢವಳೇಶ್ವರ ಹಾಗೂ ಸಂಘದ ಪದಾಧಿಕಾರಿಗಳು ಉಪಸ್ಥಿತರಿದ್ದರು. xyxy=(339,307,710,368)
column-divider xyxy=(723,160,724,486)
sidebar-story2-location: ತೆಲಸಂಗ: xyxy=(50,1197,88,1211)
bottom-divider-bar xyxy=(45,1842,1496,1850)
top-mid-body xyxy=(735,191,1106,485)
registration-location: ಹಾನಾಪುರ: xyxy=(339,1242,384,1256)
scholarship-body xyxy=(770,1912,1001,2335)
road-location: ಕಬ್ಬೂರ: xyxy=(745,1242,779,1256)
guru-photo xyxy=(297,1912,745,2098)
column-divider xyxy=(758,1855,759,2341)
sidebar-story2-body xyxy=(50,1196,304,1631)
lead-location: ಬೆಳಗಾವಿ: xyxy=(339,660,378,674)
sidebar-story3-location: ಯಲಬುರ್ಗಾ: xyxy=(50,1706,105,1720)
right1-body xyxy=(1119,556,1493,937)
logo-emblem-icon xyxy=(1141,56,1193,107)
row-divider xyxy=(742,1485,1496,1486)
top-mid-location: ರಾಯಬಾಗ: xyxy=(735,192,783,206)
sidebar-story3-title: ವಿದ್ಯುತ್ ತಂತಿ ತಗುಲಿ ಎತ್ತು ಸಾವು xyxy=(65,1643,301,1668)
top-right-photo xyxy=(1135,160,1493,304)
registration-photo xyxy=(339,1647,723,1829)
row-divider xyxy=(326,496,1496,497)
photographer-award-photo xyxy=(1010,1551,1493,1775)
